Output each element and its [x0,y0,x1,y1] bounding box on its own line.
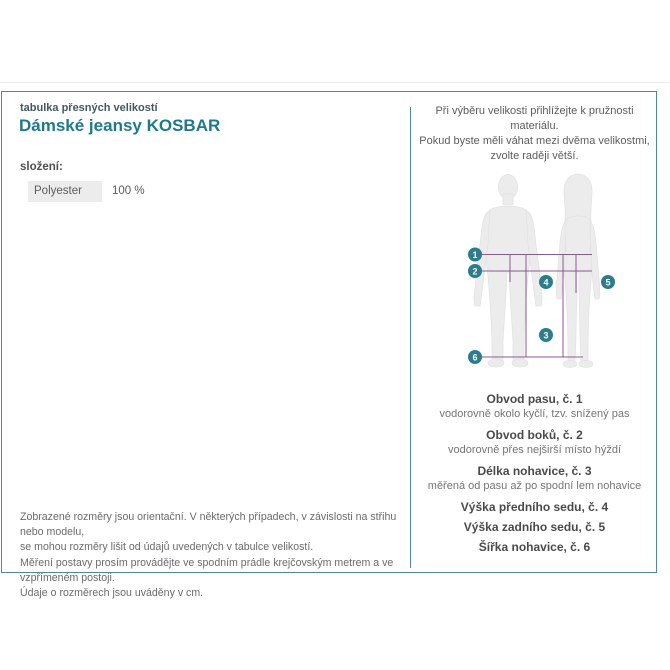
marker-3-label: 3 [543,330,549,341]
note-line: Údaje o rozměrech jsou uváděny v cm. [20,587,204,600]
marker-1 [468,248,482,262]
advice-line: Pokud byste měli váhat mezi dvěma velikostmi, [419,135,650,147]
marker-4-label: 4 [543,277,549,288]
material-name: Polyester [28,181,102,202]
measurement-label: Výška předního sedu, č. 4 [460,500,609,514]
measurement-label: Obvod boků, č. 2 [486,428,583,442]
measurement-label: Výška zadního sedu, č. 5 [463,520,606,534]
marker-4 [539,275,553,289]
measurement-label: Šířka nohavice, č. 6 [478,540,591,554]
measurement-note [20,510,398,601]
measurement-desc: vodorovně okolo kyčlí, tzv. snížený pas [439,408,630,420]
note-line: se mohou rozměry lišit od údajů uvedených v tabulce velikostí. [20,541,314,554]
marker-3 [539,328,553,342]
product-title: Dámské jeansy KOSBAR [19,116,221,135]
top-divider [0,82,670,83]
measurement-item [411,428,658,458]
marker-5 [601,275,615,289]
marker-5-label: 5 [605,277,611,288]
measurement-desc: vodorovně přes nejširší místo hýždí [447,444,622,456]
measurement-label: Délka nohavice, č. 3 [477,464,592,478]
marker-6-label: 6 [472,352,478,363]
measurement-item [411,392,658,422]
body-measurement-diagram [440,161,660,376]
measurement-item [411,464,658,494]
marker-2 [468,264,482,278]
measurement-item [411,540,658,555]
advice-line: zvolte raději větší. [490,150,579,162]
table-label: tabulka přesných velikostí [20,102,158,114]
measurement-item [411,520,658,535]
material-percent: 100 % [112,185,145,197]
sizing-advice [411,104,658,164]
marker-1-label: 1 [472,249,478,260]
marker-2-label: 2 [472,266,478,277]
note-line: Měření postavy prosím provádějte ve spodním prádle krejčovským metrem a ve vzpřímeném postoji. [20,556,394,584]
measurement-desc: měřená od pasu až po spodní lem nohavice [427,480,642,492]
note-line: Zobrazené rozměry jsou orientační. V některých případech, v závislosti na střihu nebo modelu, [20,511,397,539]
advice-line: Při výběru velikosti přihlížejte k pružnosti materiálu. [435,105,634,132]
measurement-definitions [411,392,658,560]
size-info-panel [1,91,657,600]
measurement-label: Obvod pasu, č. 1 [486,392,583,406]
marker-6 [468,350,482,364]
composition-label: složení: [20,161,63,173]
measurement-item [411,500,658,515]
